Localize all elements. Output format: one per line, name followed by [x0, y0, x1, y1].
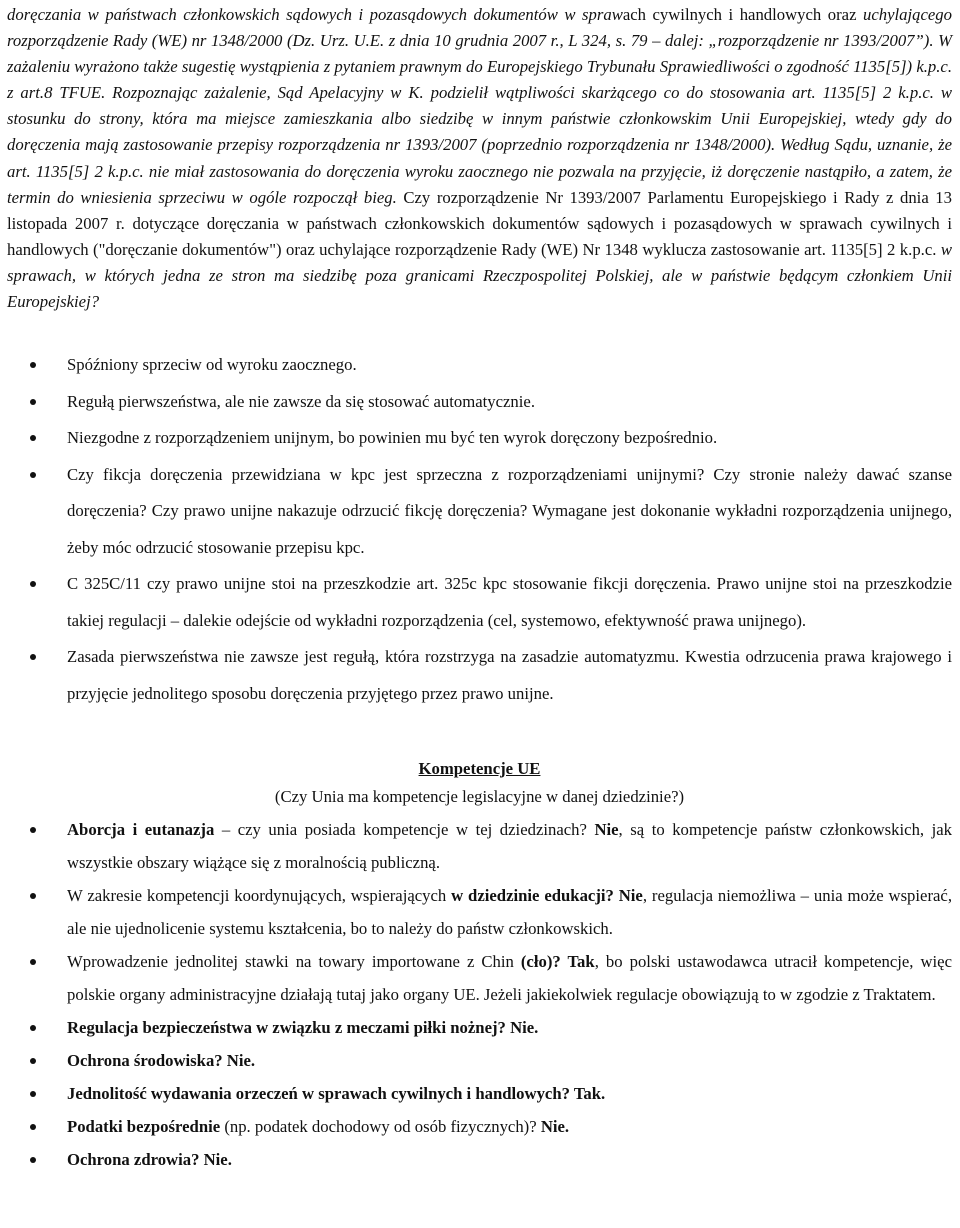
bullet-list-competences: [7, 813, 952, 1176]
list-item: Jednolitość wydawania orzeczeń w sprawach cywilnych i handlowych? Tak.: [7, 1077, 952, 1110]
intro-text-5: w sprawach, w których jedna ze stron ma siedzibę poza granicami Rzeczpospolitej Polskiej, ale w państwie będącym członkiem Unii Europejskiej?: [7, 239, 953, 312]
intro-text-1: doręczania w państwach członkowskich sądowych i pozasądowych dokumentów w spraw: [7, 5, 623, 24]
list-item: Regulacja bezpieczeństwa w związku z meczami piłki nożnej? Nie.: [7, 1011, 952, 1044]
list-item: Wprowadzenie jednolitej stawki na towary importowane z Chin (cło)? Tak, bo polski ustawodawca utracił kompetencje, więc polskie organy administracyjne działają tutaj jako organy UE. Jeżeli jakiekolwiek regulacje obowiązują to w zgodzie z Traktatem.: [7, 945, 952, 1011]
intro-paragraph: [7, 0, 952, 315]
list-item: W zakresie kompetencji koordynujących, wspierających w dziedzinie edukacji? Nie, regulacja niemożliwa – unia może wspierać, ale nie ujednolicenie systemu kształcenia, bo to należy do państw członkowskich.: [7, 879, 952, 945]
list-item: Regułą pierwszeństwa, ale nie zawsze da się stosować automatycznie.: [7, 384, 952, 421]
bullet-list-notes: [7, 347, 952, 712]
list-item: Aborcja i eutanazja – czy unia posiada kompetencje w tej dziedzinach? Nie, są to kompetencje państw członkowskich, jak wszystkie obszary wiążące się z moralnością publiczną.: [7, 813, 952, 879]
list-item: Podatki bezpośrednie (np. podatek dochodowy od osób fizycznych)? Nie.: [7, 1110, 952, 1143]
list-item: Ochrona zdrowia? Nie.: [7, 1143, 952, 1176]
section-heading: Kompetencje UE: [418, 759, 541, 779]
intro-text-2: ach cywilnych i handlowych oraz: [622, 5, 857, 24]
list-item: Czy fikcja doręczenia przewidziana w kpc jest sprzeczna z rozporządzeniami unijnymi? Czy stronie należy dawać szanse doręczenia? Czy prawo unijne nakazuje odrzucić fikcję doręczenia? Wymagane jest dokonanie wykładni rozporządzenia unijnego, żeby móc odrzucić stosowanie przepisu kpc.: [7, 457, 952, 567]
list-item: Ochrona środowiska? Nie.: [7, 1044, 952, 1077]
list-item: C 325C/11 czy prawo unijne stoi na przeszkodzie art. 325c kpc stosowanie fikcji doręczenia. Prawo unijne stoi na przeszkodzie takiej regulacji – dalekie odejście od wykładni rozporządzenia (cel, systemowo, efektywność prawa unijnego).: [7, 566, 952, 639]
list-item: Spóźniony sprzeciw od wyroku zaocznego.: [7, 347, 952, 384]
intro-text-3: uchylającego rozporządzenie Rady (WE) nr 1348/2000 (Dz. Urz. U.E. z dnia 10 grudnia 2007 r., L 324, s. 79 – dalej: „rozporządzenie nr 1393/2007”). W zażaleniu wyrażono także sugestię wystąpienia z pytaniem prawnym do Europejskiego Trybunału Sprawiedliwości o zgodność 1135[5]) k.p.c. z art.8 TFUE. Rozpoznając zażalenie, Sąd Apelacyjny w K. podzielił wątpliwości skarżącego co do stosowania art. 1135[5] 2 k.p.c. w stosunku do strony, która ma miejsce zamieszkania albo siedzibę w innym państwie członkowskim Unii Europejskiej, wtedy gdy do doręczenia mają zastosowanie przepisy rozporządzenia nr 1393/2007 (poprzednio rozporządzenia nr 1348/2000). Według Sądu, uznanie, że art. 1135[5] 2 k.p.c. nie miał zastosowania do doręczenia wyroku zaocznego nie pozwala na przyjęcie, iż doręczenie nastąpiło, a zatem, że termin do wniesienia sprzeciwu w ogóle rozpoczął bieg.: [7, 5, 952, 207]
list-item: Niezgodne z rozporządzeniem unijnym, bo powinien mu być ten wyrok doręczony bezpośrednio.: [7, 420, 952, 457]
list-item: Zasada pierwszeństwa nie zawsze jest regułą, która rozstrzyga na zasadzie automatyzmu. Kwestia odrzucenia prawa krajowego i przyjęcie jednolitego sposobu doręczenia przyjętego przez prawo unijne.: [7, 639, 952, 712]
intro-question: Czy rozporządzenie Nr 1393/2007 Parlamentu Europejskiego i Rady z dnia 13 listopada 2007 r. dotyczące doręczania w państwach członkowskich dokumentów sądowych i pozasądowych w sprawach cywilnych i handlowych ("doręczanie dokumentów") oraz uchylające rozporządzenie Rady (WE) Nr 1348 wyklucza zastosowanie art. 1135[5] 2 k.p.c.: [7, 187, 952, 259]
section-subheading: (Czy Unia ma kompetencje legislacyjne w danej dziedzinie?): [274, 787, 685, 807]
